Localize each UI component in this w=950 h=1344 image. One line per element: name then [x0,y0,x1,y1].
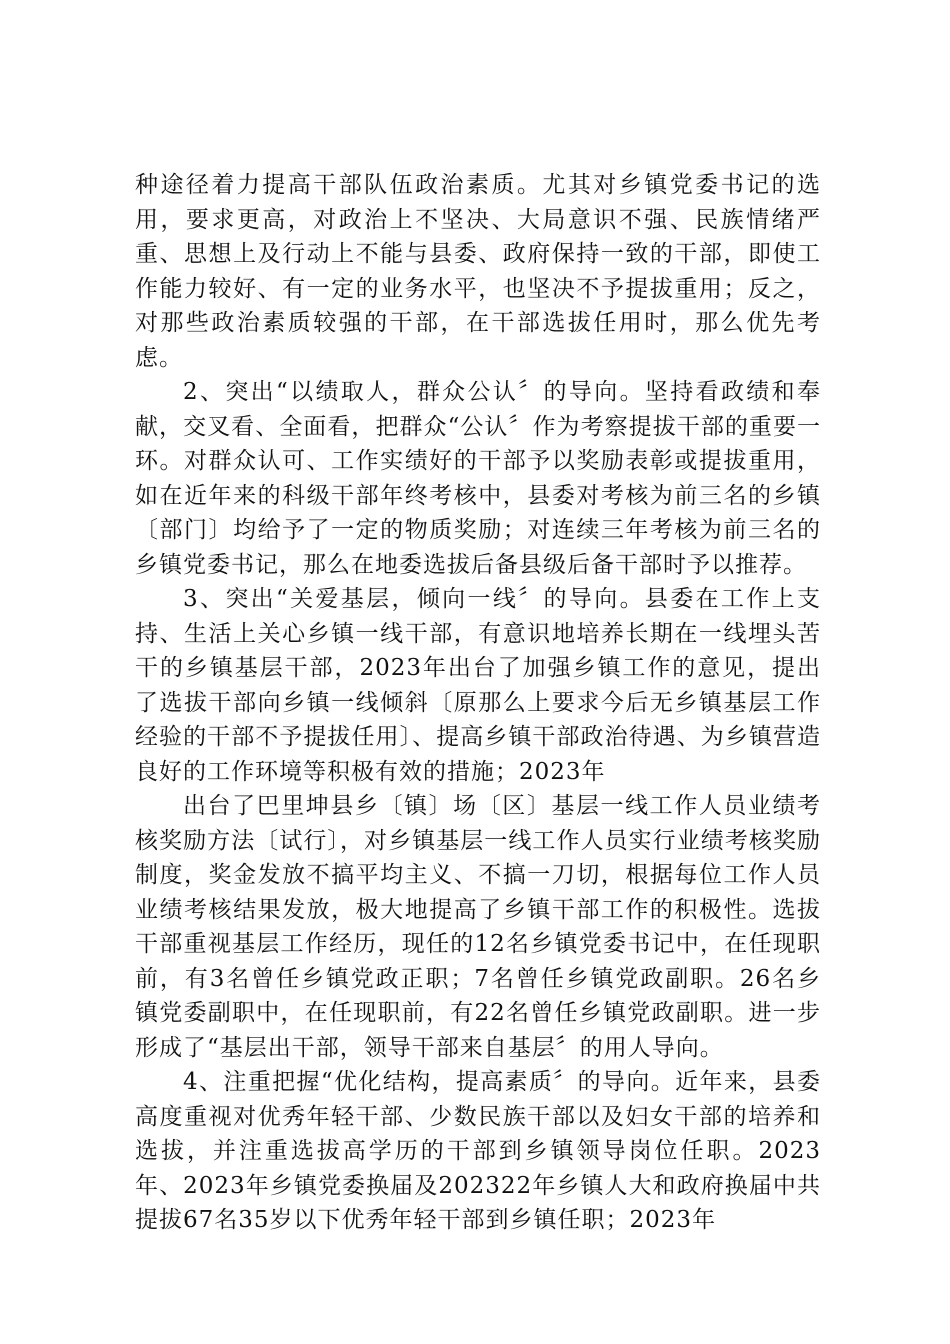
paragraph-continuation-political-quality: 种途径着力提高干部队伍政治素质。尤其对乡镇党委书记的选用，要求更高，对政治上不坚决、大局意识不强、民族情绪严重、思想上及行动上不能与县委、政府保持一致的干部，即使工作能力较好、有一定的业务水平，也坚决不予提拔重用；反之，对那些政治素质较强的干部，在干部选拔任用时，那么优先考虑。 [135,172,821,371]
paragraph-item-4-structure: 4、注重把握“优化结构，提高素质〞的导向。近年来，县委高度重视对优秀年轻干部、少数民族干部以及妇女干部的培养和选拔，并注重选拔高学历的干部到乡镇领导岗位任职。2023年、2023年乡镇党委换届及202322年乡镇人大和政府换届中共提拔67名35岁以下优秀年轻干部到乡镇任职；2023年 [135,1069,821,1233]
paragraph-item-2-performance: 2、突出“以绩取人，群众公认〞的导向。坚持看政绩和奉献，交叉看、全面看，把群众“公认〞作为考察提拔干部的重要一环。对群众认可、工作实绩好的干部予以奖励表彰或提拔重用，如在近年来的科级干部年终考核中，县委对考核为前三名的乡镇〔部门〕均给予了一定的物质奖励；对连续三年考核为前三名的乡镇党委书记，那么在地委选拔后备县级后备干部时予以推荐。 [135,379,821,578]
paragraph-item-3-grassroots: 3、突出“关爱基层，倾向一线〞的导向。县委在工作上支持、生活上关心乡镇一线干部，有意识地培养长期在一线埋头苦干的乡镇基层干部，2023年出台了加强乡镇工作的意见，提出了选拔干部向乡镇一线倾斜〔原那么上要求今后无乡镇基层工作经验的干部不予提拔任用〕、提高乡镇干部政治待遇、为乡镇营造良好的工作环境等积极有效的措施；2023年 [135,586,821,785]
paragraph-item-3-continued: 出台了巴里坤县乡〔镇〕场〔区〕基层一线工作人员业绩考核奖励方法〔试行〕，对乡镇基层一线工作人员实行业绩考核奖励制度，奖金发放不搞平均主义、不搞一刀切，根据每位工作人员业绩考核结果发放，极大地提高了乡镇干部工作的积极性。选拔干部重视基层工作经历，现任的12名乡镇党委书记中，在任现职前，有3名曾任乡镇党政正职；7名曾任乡镇党政副职。26名乡镇党委副职中，在任现职前，有22名曾任乡镇党政副职。进一步形成了“基层出干部，领导干部来自基层〞的用人导向。 [135,793,821,1061]
document-body [135,168,821,1238]
